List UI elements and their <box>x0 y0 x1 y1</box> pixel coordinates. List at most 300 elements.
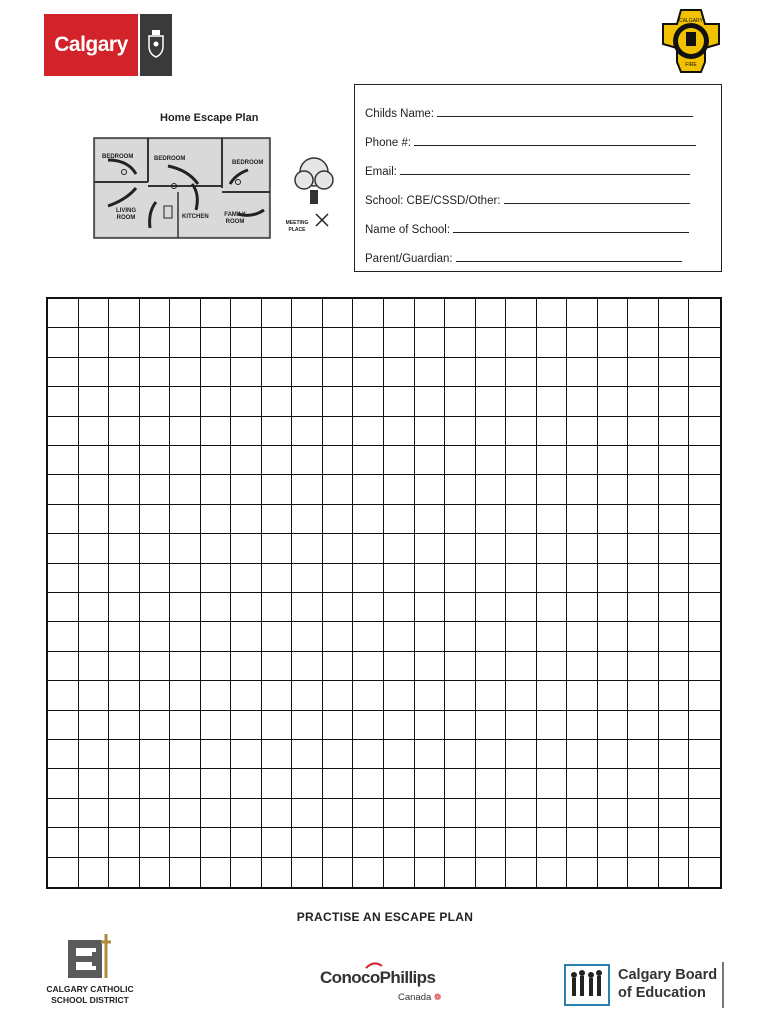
grid-cell[interactable] <box>506 358 537 387</box>
grid-cell[interactable] <box>598 652 629 681</box>
grid-cell[interactable] <box>567 475 598 504</box>
grid-cell[interactable] <box>506 475 537 504</box>
grid-cell[interactable] <box>537 681 568 710</box>
grid-cell[interactable] <box>353 858 384 887</box>
grid-cell[interactable] <box>79 828 110 857</box>
grid-cell[interactable] <box>415 769 446 798</box>
grid-cell[interactable] <box>537 652 568 681</box>
grid-cell[interactable] <box>262 299 293 328</box>
grid-cell[interactable] <box>231 769 262 798</box>
grid-cell[interactable] <box>292 328 323 357</box>
grid-cell[interactable] <box>567 387 598 416</box>
grid-cell[interactable] <box>201 622 232 651</box>
grid-cell[interactable] <box>140 358 171 387</box>
grid-cell[interactable] <box>689 475 720 504</box>
grid-cell[interactable] <box>262 740 293 769</box>
grid-cell[interactable] <box>598 711 629 740</box>
grid-cell[interactable] <box>628 446 659 475</box>
grid-cell[interactable] <box>79 358 110 387</box>
grid-cell[interactable] <box>353 446 384 475</box>
grid-cell[interactable] <box>109 681 140 710</box>
grid-cell[interactable] <box>201 417 232 446</box>
grid-cell[interactable] <box>445 564 476 593</box>
grid-cell[interactable] <box>384 475 415 504</box>
grid-cell[interactable] <box>689 828 720 857</box>
grid-cell[interactable] <box>353 828 384 857</box>
grid-cell[interactable] <box>506 858 537 887</box>
grid-cell[interactable] <box>415 711 446 740</box>
email-field[interactable] <box>365 164 690 178</box>
grid-cell[interactable] <box>598 534 629 563</box>
grid-cell[interactable] <box>140 328 171 357</box>
school-type-line[interactable] <box>504 193 690 204</box>
email-line[interactable] <box>400 164 690 175</box>
grid-cell[interactable] <box>628 799 659 828</box>
grid-cell[interactable] <box>476 505 507 534</box>
grid-cell[interactable] <box>79 387 110 416</box>
grid-cell[interactable] <box>628 828 659 857</box>
grid-cell[interactable] <box>201 858 232 887</box>
grid-cell[interactable] <box>476 593 507 622</box>
grid-cell[interactable] <box>79 858 110 887</box>
grid-cell[interactable] <box>476 711 507 740</box>
grid-cell[interactable] <box>689 505 720 534</box>
grid-cell[interactable] <box>170 799 201 828</box>
grid-cell[interactable] <box>598 387 629 416</box>
grid-cell[interactable] <box>109 446 140 475</box>
grid-cell[interactable] <box>476 328 507 357</box>
grid-cell[interactable] <box>323 769 354 798</box>
grid-cell[interactable] <box>353 799 384 828</box>
grid-cell[interactable] <box>628 417 659 446</box>
grid-cell[interactable] <box>109 328 140 357</box>
grid-cell[interactable] <box>476 387 507 416</box>
grid-cell[interactable] <box>598 299 629 328</box>
grid-cell[interactable] <box>659 299 690 328</box>
grid-cell[interactable] <box>415 299 446 328</box>
grid-cell[interactable] <box>231 740 262 769</box>
grid-cell[interactable] <box>353 299 384 328</box>
grid-cell[interactable] <box>506 328 537 357</box>
grid-cell[interactable] <box>537 828 568 857</box>
grid-cell[interactable] <box>323 564 354 593</box>
grid-cell[interactable] <box>292 593 323 622</box>
grid-cell[interactable] <box>415 417 446 446</box>
grid-cell[interactable] <box>262 534 293 563</box>
grid-cell[interactable] <box>445 769 476 798</box>
grid-cell[interactable] <box>170 858 201 887</box>
grid-cell[interactable] <box>537 769 568 798</box>
grid-cell[interactable] <box>537 475 568 504</box>
grid-cell[interactable] <box>628 564 659 593</box>
grid-cell[interactable] <box>170 534 201 563</box>
grid-cell[interactable] <box>109 740 140 769</box>
grid-cell[interactable] <box>384 858 415 887</box>
grid-cell[interactable] <box>201 593 232 622</box>
grid-cell[interactable] <box>445 387 476 416</box>
grid-cell[interactable] <box>231 475 262 504</box>
grid-cell[interactable] <box>79 505 110 534</box>
grid-cell[interactable] <box>292 652 323 681</box>
grid-cell[interactable] <box>323 740 354 769</box>
grid-cell[interactable] <box>262 799 293 828</box>
grid-cell[interactable] <box>506 505 537 534</box>
phone-line[interactable] <box>414 135 696 146</box>
grid-cell[interactable] <box>598 769 629 798</box>
grid-cell[interactable] <box>323 828 354 857</box>
grid-cell[interactable] <box>323 711 354 740</box>
grid-cell[interactable] <box>48 711 79 740</box>
grid-cell[interactable] <box>537 505 568 534</box>
grid-cell[interactable] <box>140 417 171 446</box>
grid-cell[interactable] <box>292 681 323 710</box>
grid-cell[interactable] <box>292 358 323 387</box>
grid-cell[interactable] <box>598 328 629 357</box>
grid-cell[interactable] <box>109 711 140 740</box>
grid-cell[interactable] <box>384 505 415 534</box>
grid-cell[interactable] <box>109 828 140 857</box>
grid-cell[interactable] <box>140 681 171 710</box>
grid-cell[interactable] <box>323 299 354 328</box>
grid-cell[interactable] <box>628 652 659 681</box>
grid-cell[interactable] <box>628 858 659 887</box>
grid-cell[interactable] <box>659 534 690 563</box>
grid-cell[interactable] <box>598 799 629 828</box>
grid-cell[interactable] <box>231 681 262 710</box>
grid-cell[interactable] <box>567 534 598 563</box>
grid-cell[interactable] <box>506 622 537 651</box>
grid-cell[interactable] <box>323 358 354 387</box>
grid-cell[interactable] <box>353 622 384 651</box>
grid-cell[interactable] <box>567 711 598 740</box>
grid-cell[interactable] <box>415 593 446 622</box>
grid-cell[interactable] <box>445 358 476 387</box>
grid-cell[interactable] <box>262 769 293 798</box>
grid-cell[interactable] <box>48 622 79 651</box>
grid-cell[interactable] <box>201 387 232 416</box>
escape-plan-drawing-grid[interactable] <box>46 297 722 889</box>
grid-cell[interactable] <box>567 417 598 446</box>
grid-cell[interactable] <box>292 534 323 563</box>
grid-cell[interactable] <box>384 446 415 475</box>
grid-cell[interactable] <box>537 328 568 357</box>
grid-cell[interactable] <box>353 417 384 446</box>
grid-cell[interactable] <box>231 387 262 416</box>
grid-cell[interactable] <box>384 299 415 328</box>
grid-cell[interactable] <box>689 534 720 563</box>
grid-cell[interactable] <box>659 387 690 416</box>
grid-cell[interactable] <box>445 711 476 740</box>
grid-cell[interactable] <box>48 505 79 534</box>
grid-cell[interactable] <box>292 799 323 828</box>
grid-cell[interactable] <box>659 828 690 857</box>
grid-cell[interactable] <box>323 799 354 828</box>
grid-cell[interactable] <box>506 769 537 798</box>
grid-cell[interactable] <box>537 446 568 475</box>
grid-cell[interactable] <box>170 564 201 593</box>
grid-cell[interactable] <box>262 505 293 534</box>
grid-cell[interactable] <box>170 417 201 446</box>
grid-cell[interactable] <box>567 681 598 710</box>
grid-cell[interactable] <box>659 858 690 887</box>
grid-cell[interactable] <box>79 446 110 475</box>
grid-cell[interactable] <box>170 711 201 740</box>
grid-cell[interactable] <box>323 681 354 710</box>
grid-cell[interactable] <box>598 475 629 504</box>
grid-cell[interactable] <box>140 505 171 534</box>
grid-cell[interactable] <box>292 769 323 798</box>
grid-cell[interactable] <box>292 417 323 446</box>
grid-cell[interactable] <box>262 858 293 887</box>
grid-cell[interactable] <box>109 505 140 534</box>
grid-cell[interactable] <box>537 799 568 828</box>
grid-cell[interactable] <box>231 564 262 593</box>
grid-cell[interactable] <box>384 417 415 446</box>
grid-cell[interactable] <box>201 828 232 857</box>
grid-cell[interactable] <box>689 681 720 710</box>
grid-cell[interactable] <box>109 564 140 593</box>
grid-cell[interactable] <box>476 417 507 446</box>
grid-cell[interactable] <box>476 740 507 769</box>
grid-cell[interactable] <box>567 858 598 887</box>
grid-cell[interactable] <box>262 711 293 740</box>
grid-cell[interactable] <box>262 828 293 857</box>
grid-cell[interactable] <box>79 593 110 622</box>
grid-cell[interactable] <box>79 622 110 651</box>
grid-cell[interactable] <box>323 622 354 651</box>
grid-cell[interactable] <box>415 534 446 563</box>
grid-cell[interactable] <box>476 299 507 328</box>
grid-cell[interactable] <box>689 564 720 593</box>
grid-cell[interactable] <box>201 534 232 563</box>
grid-cell[interactable] <box>170 299 201 328</box>
grid-cell[interactable] <box>170 505 201 534</box>
grid-cell[interactable] <box>109 417 140 446</box>
grid-cell[interactable] <box>384 740 415 769</box>
grid-cell[interactable] <box>140 858 171 887</box>
grid-cell[interactable] <box>170 593 201 622</box>
grid-cell[interactable] <box>48 652 79 681</box>
grid-cell[interactable] <box>537 858 568 887</box>
grid-cell[interactable] <box>201 799 232 828</box>
grid-cell[interactable] <box>231 711 262 740</box>
grid-cell[interactable] <box>445 328 476 357</box>
school-type-field[interactable] <box>365 193 690 207</box>
grid-cell[interactable] <box>109 534 140 563</box>
childs-name-line[interactable] <box>437 106 693 117</box>
grid-cell[interactable] <box>323 328 354 357</box>
grid-cell[interactable] <box>384 593 415 622</box>
phone-field[interactable] <box>365 135 696 149</box>
grid-cell[interactable] <box>415 387 446 416</box>
grid-cell[interactable] <box>415 328 446 357</box>
grid-cell[interactable] <box>231 417 262 446</box>
grid-cell[interactable] <box>445 534 476 563</box>
grid-cell[interactable] <box>445 417 476 446</box>
grid-cell[interactable] <box>48 446 79 475</box>
grid-cell[interactable] <box>79 417 110 446</box>
grid-cell[interactable] <box>659 417 690 446</box>
grid-cell[interactable] <box>140 740 171 769</box>
grid-cell[interactable] <box>323 446 354 475</box>
grid-cell[interactable] <box>140 446 171 475</box>
grid-cell[interactable] <box>598 446 629 475</box>
grid-cell[interactable] <box>48 858 79 887</box>
grid-cell[interactable] <box>262 622 293 651</box>
grid-cell[interactable] <box>659 505 690 534</box>
grid-cell[interactable] <box>689 328 720 357</box>
grid-cell[interactable] <box>353 593 384 622</box>
grid-cell[interactable] <box>323 417 354 446</box>
grid-cell[interactable] <box>598 858 629 887</box>
grid-cell[interactable] <box>201 681 232 710</box>
grid-cell[interactable] <box>445 593 476 622</box>
grid-cell[interactable] <box>231 828 262 857</box>
grid-cell[interactable] <box>140 799 171 828</box>
grid-cell[interactable] <box>170 358 201 387</box>
grid-cell[interactable] <box>689 769 720 798</box>
grid-cell[interactable] <box>506 799 537 828</box>
grid-cell[interactable] <box>537 564 568 593</box>
grid-cell[interactable] <box>506 299 537 328</box>
grid-cell[interactable] <box>415 358 446 387</box>
grid-cell[interactable] <box>476 534 507 563</box>
grid-cell[interactable] <box>170 446 201 475</box>
grid-cell[interactable] <box>689 740 720 769</box>
grid-cell[interactable] <box>201 475 232 504</box>
grid-cell[interactable] <box>506 534 537 563</box>
grid-cell[interactable] <box>79 564 110 593</box>
grid-cell[interactable] <box>79 534 110 563</box>
grid-cell[interactable] <box>48 328 79 357</box>
grid-cell[interactable] <box>537 711 568 740</box>
grid-cell[interactable] <box>476 564 507 593</box>
grid-cell[interactable] <box>140 475 171 504</box>
grid-cell[interactable] <box>537 593 568 622</box>
grid-cell[interactable] <box>48 475 79 504</box>
grid-cell[interactable] <box>170 769 201 798</box>
grid-cell[interactable] <box>262 358 293 387</box>
grid-cell[interactable] <box>292 475 323 504</box>
grid-cell[interactable] <box>537 740 568 769</box>
grid-cell[interactable] <box>689 593 720 622</box>
grid-cell[interactable] <box>48 358 79 387</box>
grid-cell[interactable] <box>170 681 201 710</box>
grid-cell[interactable] <box>48 417 79 446</box>
grid-cell[interactable] <box>231 299 262 328</box>
grid-cell[interactable] <box>598 505 629 534</box>
grid-cell[interactable] <box>231 534 262 563</box>
grid-cell[interactable] <box>262 417 293 446</box>
grid-cell[interactable] <box>170 652 201 681</box>
grid-cell[interactable] <box>292 622 323 651</box>
grid-cell[interactable] <box>323 858 354 887</box>
grid-cell[interactable] <box>628 681 659 710</box>
grid-cell[interactable] <box>476 769 507 798</box>
grid-cell[interactable] <box>140 564 171 593</box>
grid-cell[interactable] <box>140 593 171 622</box>
grid-cell[interactable] <box>353 534 384 563</box>
grid-cell[interactable] <box>79 681 110 710</box>
grid-cell[interactable] <box>476 858 507 887</box>
grid-cell[interactable] <box>109 858 140 887</box>
grid-cell[interactable] <box>598 417 629 446</box>
grid-cell[interactable] <box>506 446 537 475</box>
grid-cell[interactable] <box>201 740 232 769</box>
grid-cell[interactable] <box>79 711 110 740</box>
grid-cell[interactable] <box>201 505 232 534</box>
grid-cell[interactable] <box>292 299 323 328</box>
grid-cell[interactable] <box>659 740 690 769</box>
school-name-field[interactable] <box>365 222 689 236</box>
grid-cell[interactable] <box>140 534 171 563</box>
grid-cell[interactable] <box>689 711 720 740</box>
grid-cell[interactable] <box>48 387 79 416</box>
grid-cell[interactable] <box>170 475 201 504</box>
grid-cell[interactable] <box>628 593 659 622</box>
grid-cell[interactable] <box>476 828 507 857</box>
grid-cell[interactable] <box>109 475 140 504</box>
grid-cell[interactable] <box>353 387 384 416</box>
grid-cell[interactable] <box>48 593 79 622</box>
grid-cell[interactable] <box>79 799 110 828</box>
grid-cell[interactable] <box>384 564 415 593</box>
grid-cell[interactable] <box>628 769 659 798</box>
grid-cell[interactable] <box>476 681 507 710</box>
grid-cell[interactable] <box>109 769 140 798</box>
grid-cell[interactable] <box>659 652 690 681</box>
grid-cell[interactable] <box>628 475 659 504</box>
grid-cell[interactable] <box>628 622 659 651</box>
grid-cell[interactable] <box>231 799 262 828</box>
grid-cell[interactable] <box>384 328 415 357</box>
grid-cell[interactable] <box>689 622 720 651</box>
grid-cell[interactable] <box>476 446 507 475</box>
grid-cell[interactable] <box>353 681 384 710</box>
grid-cell[interactable] <box>415 799 446 828</box>
grid-cell[interactable] <box>170 328 201 357</box>
grid-cell[interactable] <box>353 505 384 534</box>
grid-cell[interactable] <box>567 622 598 651</box>
grid-cell[interactable] <box>353 564 384 593</box>
grid-cell[interactable] <box>170 622 201 651</box>
grid-cell[interactable] <box>689 858 720 887</box>
grid-cell[interactable] <box>323 505 354 534</box>
grid-cell[interactable] <box>689 358 720 387</box>
grid-cell[interactable] <box>659 799 690 828</box>
grid-cell[interactable] <box>445 828 476 857</box>
grid-cell[interactable] <box>48 769 79 798</box>
grid-cell[interactable] <box>109 358 140 387</box>
grid-cell[interactable] <box>109 622 140 651</box>
grid-cell[interactable] <box>628 328 659 357</box>
grid-cell[interactable] <box>415 446 446 475</box>
grid-cell[interactable] <box>659 769 690 798</box>
grid-cell[interactable] <box>567 358 598 387</box>
grid-cell[interactable] <box>231 446 262 475</box>
grid-cell[interactable] <box>48 799 79 828</box>
grid-cell[interactable] <box>323 387 354 416</box>
grid-cell[interactable] <box>567 799 598 828</box>
grid-cell[interactable] <box>170 740 201 769</box>
grid-cell[interactable] <box>415 505 446 534</box>
grid-cell[interactable] <box>567 505 598 534</box>
grid-cell[interactable] <box>384 622 415 651</box>
grid-cell[interactable] <box>659 446 690 475</box>
grid-cell[interactable] <box>445 475 476 504</box>
grid-cell[interactable] <box>79 652 110 681</box>
grid-cell[interactable] <box>262 446 293 475</box>
